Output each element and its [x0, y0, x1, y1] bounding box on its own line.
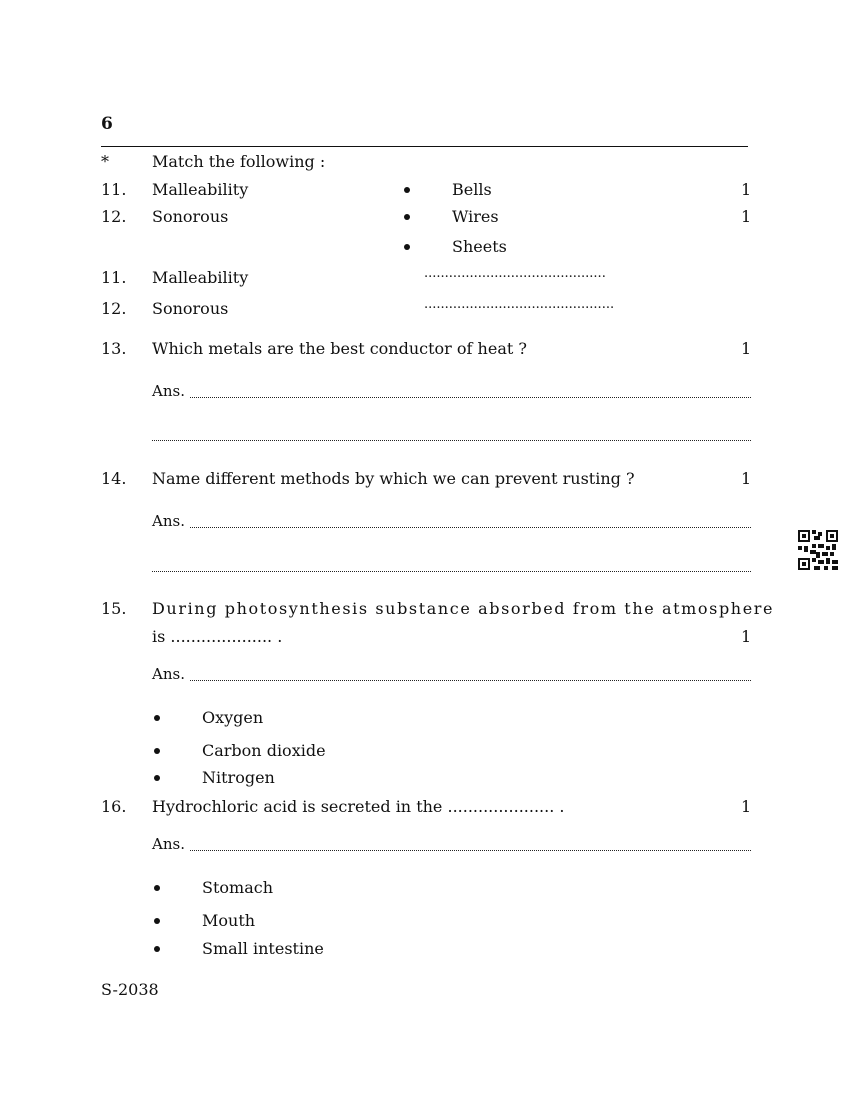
- match-bullet: [404, 187, 410, 193]
- question-mark-13: 1: [741, 339, 752, 358]
- match-left-no-12: 12.: [101, 207, 127, 226]
- match-mark-12: 1: [741, 207, 752, 226]
- match-answer-no-11: 11.: [101, 268, 127, 287]
- match-right-item-bells: Bells: [452, 180, 492, 199]
- page-number: 6: [101, 114, 113, 134]
- question-mark-14: 1: [741, 469, 752, 488]
- question-mark-15: 1: [741, 627, 752, 646]
- answer-label-15: Ans.: [152, 665, 185, 683]
- match-bullet: [404, 244, 410, 250]
- answer-line-16[interactable]: [190, 850, 751, 851]
- match-instruction: Match the following :: [152, 152, 326, 171]
- option-bullet: [154, 715, 160, 721]
- match-answer-label-sonorous: Sonorous: [152, 299, 229, 318]
- question-text-14: Name different methods by which we can prevent rusting ?: [152, 469, 635, 488]
- match-answer-no-12: 12.: [101, 299, 127, 318]
- answer-label-14: Ans.: [152, 512, 185, 530]
- question-no-14: 14.: [101, 469, 127, 488]
- question-no-16: 16.: [101, 797, 127, 816]
- option-small-intestine: Small intestine: [202, 939, 324, 958]
- answer-label-13: Ans.: [152, 382, 185, 400]
- match-left-item-sonorous: Sonorous: [152, 207, 229, 226]
- question-text-13: Which metals are the best conductor of heat ?: [152, 339, 527, 358]
- question-mark-16: 1: [741, 797, 752, 816]
- match-left-item-malleability: Malleability: [152, 180, 249, 199]
- question-no-15: 15.: [101, 599, 127, 618]
- header-rule: [101, 146, 748, 147]
- qr-code-icon: [798, 530, 838, 570]
- question-text-15-line2: is .................... .: [152, 627, 283, 646]
- option-stomach: Stomach: [202, 878, 273, 897]
- option-bullet: [154, 946, 160, 952]
- answer-line-14a[interactable]: [190, 527, 751, 528]
- question-no-13: 13.: [101, 339, 127, 358]
- option-carbon-dioxide: Carbon dioxide: [202, 741, 326, 760]
- question-text-15-line1: During photosynthesis substance absorbed from the atmosphere: [152, 599, 775, 618]
- answer-label-16: Ans.: [152, 835, 185, 853]
- option-bullet: [154, 885, 160, 891]
- option-bullet: [154, 748, 160, 754]
- option-bullet: [154, 918, 160, 924]
- question-text-16: Hydrochloric acid is secreted in the ..................... .: [152, 797, 565, 816]
- match-bullet: [404, 214, 410, 220]
- match-right-item-wires: Wires: [452, 207, 499, 226]
- option-mouth: Mouth: [202, 911, 256, 930]
- match-right-item-sheets: Sheets: [452, 237, 507, 256]
- option-oxygen: Oxygen: [202, 708, 264, 727]
- footer-code: S-2038: [101, 980, 159, 999]
- match-answer-label-malleability: Malleability: [152, 268, 249, 287]
- match-marker: *: [101, 152, 109, 171]
- answer-line-14b[interactable]: [152, 571, 751, 572]
- answer-line-13b[interactable]: [152, 440, 751, 441]
- option-nitrogen: Nitrogen: [202, 768, 275, 787]
- option-bullet: [154, 775, 160, 781]
- match-mark-11: 1: [741, 180, 752, 199]
- answer-line-15[interactable]: [190, 680, 751, 681]
- answer-line-13a[interactable]: [190, 397, 751, 398]
- match-answer-blank-11[interactable]: ............................................: [424, 266, 606, 281]
- match-answer-blank-12[interactable]: ..............................................: [424, 297, 615, 312]
- match-left-no-11: 11.: [101, 180, 127, 199]
